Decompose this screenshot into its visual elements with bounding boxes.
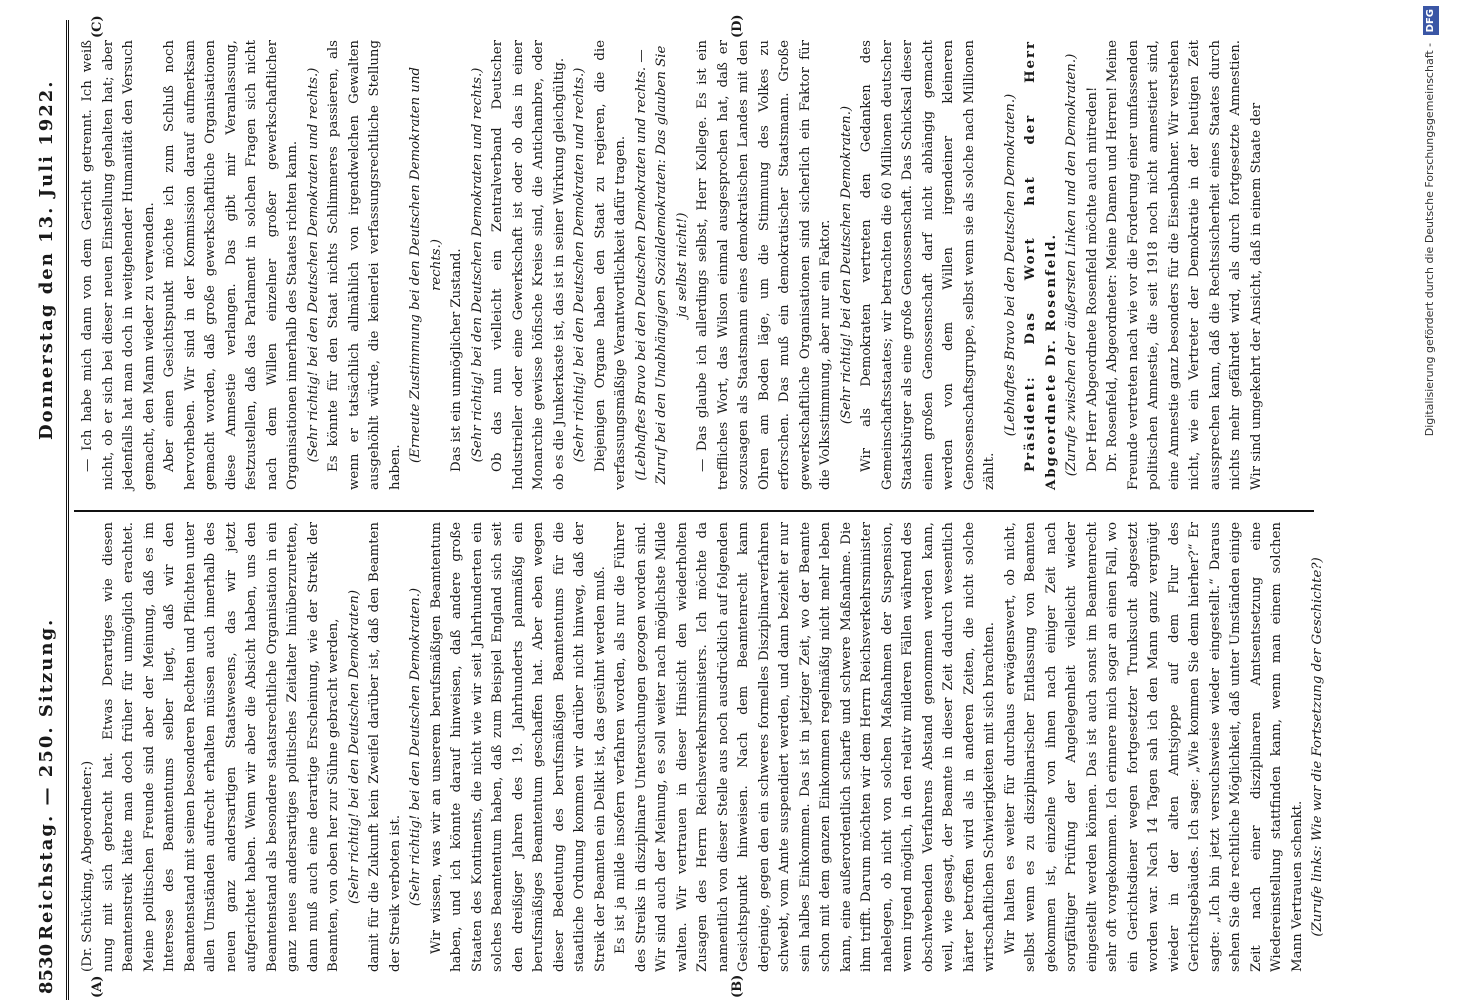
page-header [30,20,69,1000]
margin-marker-d: (D) [730,14,745,38]
margin-marker-c: (C) [90,15,105,38]
right-column-paragraph: Der Herr Abgeordnete Rosenfeld möchte auch mitreden! [1084,86,1100,472]
right-column-paragraph: (Lebhaftes Bravo bei den Deutschen Demokraten und rechts. — Zuruf bei den Unabhängigen Sozialdemokraten: Das glauben Sie ja selbst nicht!) [633,45,690,485]
left-column-paragraph: Es ist ja milde insofern verfahren worden, als nur die Führer des Streiks in disziplinare Untersuchungen gezogen worden sind. Wir sind auch der Meinung, es soll weiter nach möglichste Milde walten. Wir vertrauen in dieser Hinsicht den wiederholten Zusagen des Herrn Reichsverkehrsministers. Ich möchte da namentlich von dieser Stelle aus noch ausdrücklich auf folgenden Gesichtspunkt hinweisen. Nach dem Beamtenrecht kann derjenige, gegen den ein schweres formelles Disziplinarverfahren schwebt, vom Amte suspendiert werden, und dann bezieht er nur sein halbes Einkommen. Das ist in jetziger Zeit, wo der Beamte schon mit dem ganzen Einkommen regelmäßig nicht mehr leben kann, eine außerordentlich scharfe und schwere Maßnahme. Die ihm trifft. Darum möchten wir dem Herrn Reichsverkehrsminister nahelegen, ob nicht von solchen Maßnahmen der Suspension, wenn irgend möglich, in den relativ milderen Fällen während des obschwebenden Verfahrens Abstand genommen werden kann, weil, wie gesagt, der Beamte in dieser Zeit dadurch wesentlich härter betroffen wird als in anderen Zeiten, die nicht solche wirtschaftlichen Schwierigkeiten mit sich brachten. [613,522,997,972]
right-column-paragraph: — Ich habe mich dann von dem Gericht getrennt. Ich weiß nicht, ob er sich bei dieser neuen Einstellung gehalten hat; aber jedenfalls hat man doch in weitgehender Humanität den Versuch gemacht, den Mann wieder zu verwenden. [80,40,157,490]
watermark-text: Digitalisierung gefördert durch die Deutsche Forschungsgemeinschaft - [1423,42,1436,437]
column-divider [74,510,1314,512]
right-column-paragraph: (Erneute Zustimmung bei den Deutschen Demokraten und rechts.) [408,66,444,464]
right-column-paragraph: — Das glaube ich allerdings selbst, Herr Kollege. Es ist ein treffliches Wort, das Wilson einmal ausgesprochen hat, daß er sozusagen als Staatsmann eines demokratischen Landes mit den Ohren am Boden läge, um die Stimmung des Volkes zu erforschen. Das muß ein demokratischer Staatsmann. Große gewerkschaftliche Organisationen sind sicherlich ein Faktor für die Volksstimmung, aber nur ein Faktor. [695,40,833,490]
right-column-paragraph: Wir als Demokraten vertreten den Gedanken des Gemeinschaftsstaates; wir betrachten die 60 Millionen deutscher Staatsbürger als eine große Genossenschaft. Das Schicksal dieser einen großen Genossenschaft darf nicht abhängig gemacht werden von dem Willen irgendeiner kleineren Genossenschaftsgruppe, selbst wenn sie als solche nach Millionen zählt. [859,40,997,490]
left-column-paragraph: (Sehr richtig! bei den Deutschen Demokraten.) [408,587,423,907]
right-column-paragraph: Aber einen Gesichtspunkt möchte ich zum Schluß noch hervorheben. Wir sind in der Kommission darauf aufmerksam gemacht worden, daß große gewerkschaftliche Organisationen diese Amnestie verlangen. Das gibt mir Veranlassung, festzustellen, daß das Parlament in solchen Fragen sich nicht nach dem Willen einzelner großer gewerkschaftlicher Organisationen innerhalb des Staates richten kann. [162,40,300,490]
left-column-paragraph: nung mit sich gebracht hat. Etwas Derartiges wie diesen Beamtenstreik hätte man doch früher für unmöglich erachtet. Meine politischen Freunde sind aber der Meinung, daß es im Interesse des Beamtentums selber liegt, daß wir den Beamtenstand mit seinen besonderen Rechten und Pflichten unter allen Umständen aufrecht erhalten müssen auch innerhalb des neuen ganz andersartigen Staatswesens, das wir jetzt aufgerichtet haben. Wenn wir aber die Absicht haben, uns den Beamtenstand als besondere staatsrechtliche Organisation in ein ganz neues andersartiges politisches Zeitalter hinüberzuretten, dann muß auch eine derartige Erscheinung, wie der Streik der Beamten, von oben her zur Sühne gebracht werden, [100,522,341,972]
left-column-paragraph: (Dr. Schücking, Abgeordneter:) [80,760,95,972]
right-column-paragraph: Diejenigen Organe haben den Staat zu regieren, die die verfassungsmäßige Verantwortlichkeit dafür tragen. [592,40,628,490]
page-number: 8530 [36,943,57,994]
right-column-paragraph: Das ist ein unmöglicher Zustand. [449,248,464,472]
running-title-left: Reichstag. — 250. Sitzung. [36,617,57,940]
margin-marker-a: (A) [90,975,105,998]
right-column-paragraph: (Sehr richtig! bei den Deutschen Demokraten.) [838,105,854,425]
dfg-logo: DFG [1423,6,1439,35]
right-column-paragraph: (Sehr richtig! bei den Deutschen Demokraten und rechts.) [305,67,321,463]
rotated-page-content [30,0,1350,1000]
right-column-paragraph: (Sehr richtig! bei den Deutschen Demokraten und rechts.) [469,67,485,463]
left-column-paragraph: Wir halten es weiter für durchaus erwägenswert, ob nicht, selbst wenn es zu disziplinarischer Entlassung von Beamten gekommen ist, einzelne von ihnen nach einiger Zeit nach sorgfältiger Prüfung der Angelegenheit vielleicht wieder eingestellt werden können. Das ist auch sonst im Beamtenrecht sehr oft vorgekommen. Ich erinnere mich sogar an einen Fall, wo ein Gerichtsdiener wegen fortgesetzter Trunksucht abgesetzt worden war. Nach 14 Tagen sah ich den Mann ganz vergnügt wieder in der alten Amtsjoppe auf dem Flur des Gerichtsgebäudes. Ich sage: „Wie kommen Sie denn hierher?“ Er sagte: „Ich bin jetzt versuchsweise wieder eingestellt.“ Daraus sehen Sie die rechtliche Möglichkeit, daß unter Umständen einige Zeit nach einer disziplinaren Amtsentsetzung eine Wiedereinstellung stattfinden kann, wenn man einem solchen Mann Vertrauen schenkt. [1002,522,1305,972]
left-column-paragraph: damit für die Zukunft kein Zweifel darüber ist, daß den Beamten der Streik verboten ist. [367,522,403,972]
running-title-right: Donnerstag den 13. Juli 1922. [36,79,57,440]
digitization-watermark [1392,6,1436,994]
right-column-paragraph: (Lebhaftes Bravo bei den Deutschen Demokraten.) [1002,93,1018,437]
left-column-paragraph: Wir wissen, was wir an unserem berufsmäßigen Beamtentum haben, und ich könnte darauf hinweisen, daß andere große Staaten des Kontinents, die nicht wie wir seit Jahrhunderten ein solches Beamtentum haben, daß zum Beispiel England sich seit den dreißiger Jahren des 19. Jahrhunderts planmäßig ein berufsmäßiges Beamtentum geschaffen hat. Aber eben wegen dieser Bedeutung des berufsmäßigen Beamtentums für die staatliche Ordnung kommen wir darüber nicht hinweg, daß der Streik der Beamten ein Delikt ist, das gesühnt werden muß. [428,522,608,972]
right-column-paragraph: Ob das nun vielleicht ein Zentralverband Deutscher Industrieller oder eine Gewerkschaft ist oder ob das in einer Monarchie gewisse höfische Kreise sind, die Antichambre, oder ob es die Junkerkaste ist, das ist in seiner Wirkung gleichgültig. [490,40,567,490]
right-column-paragraph: Es könnte für den Staat nichts Schlimmeres passieren, als wenn er tatsächlich allmählich von irgendwelchen Gewalten ausgehöhlt würde, die keinerlei verfassungsrechtliche Stellung haben. [326,40,403,490]
margin-marker-b: (B) [730,974,745,998]
right-text-column [78,40,1308,490]
right-column-paragraph: Präsident: Das Wort hat der Herr Abgeordnete Dr. Rosenfeld. [1023,40,1059,490]
right-column-paragraph: (Sehr richtig! bei den Deutschen Demokraten und rechts.) [572,67,587,463]
left-column-paragraph: (Zurufe links: Wie war die Fortsetzung der Geschichte?) [1310,557,1325,937]
right-column-paragraph: (Zurufe zwischen der äußersten Linken und den Demokraten.) [1064,53,1079,477]
right-column-paragraph: Dr. Rosenfeld, Abgeordneter: Meine Damen und Herren! Meine Freunde vertreten nach wie vor die Forderung einer umfassenden politischen Amnestie, die seit 1918 noch nicht amnestiert sind, eine Amnestie ganz besonders für die Eisenbahner. Wir verstehen nicht, wie ein Vertreter der Demokratie in der heutigen Zeit aussprechen kann, daß die Rechtssicherheit eines Staates durch nichts mehr gefährdet wird, als durch fortgesetzte Amnestien. Wir sind umgekehrt der Ansicht, daß in einem Staate der [1105,40,1264,490]
left-text-column [78,522,1325,972]
left-column-paragraph: (Sehr richtig! bei den Deutschen Demokraten) [346,589,362,905]
